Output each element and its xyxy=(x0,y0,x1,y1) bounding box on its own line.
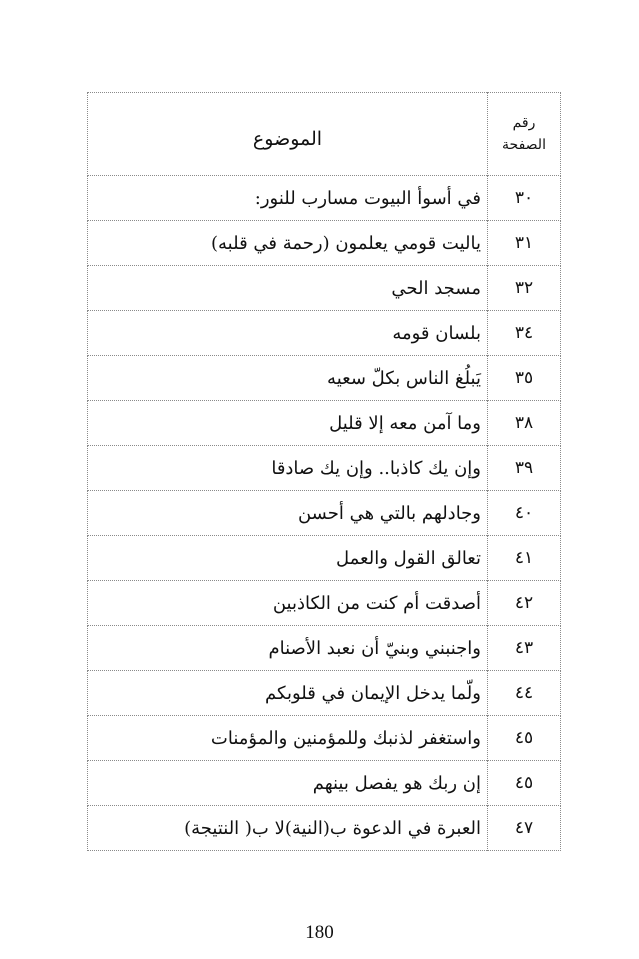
toc-row xyxy=(88,446,561,491)
toc-row xyxy=(88,671,561,716)
toc-table xyxy=(87,92,561,851)
toc-row-topic: في أسوأ البيوت مسارب للنور: xyxy=(88,176,488,221)
toc-row xyxy=(88,491,561,536)
toc-row-page: ٣٩ xyxy=(488,446,561,491)
toc-row-topic: ولّما يدخل الإيمان في قلوبكم xyxy=(88,671,488,716)
toc-row-topic: واجنبني وبنيّ أن نعبد الأصنام xyxy=(88,626,488,671)
toc-row xyxy=(88,356,561,401)
toc-row-page: ٤٧ xyxy=(488,806,561,851)
toc-row-topic: وما آمن معه إلا قليل xyxy=(88,401,488,446)
toc-row-topic: بلسان قومه xyxy=(88,311,488,356)
toc-row-page: ٣١ xyxy=(488,221,561,266)
toc-row-page: ٤٠ xyxy=(488,491,561,536)
toc-row xyxy=(88,266,561,311)
toc-row-page: ٤١ xyxy=(488,536,561,581)
toc-row xyxy=(88,761,561,806)
toc-row-topic: يَبلُغ الناس بكلّ سعيه xyxy=(88,356,488,401)
toc-row-page: ٣٢ xyxy=(488,266,561,311)
toc-row-page: ٣٥ xyxy=(488,356,561,401)
toc-row-topic: أصدقت أم كنت من الكاذبين xyxy=(88,581,488,626)
toc-row xyxy=(88,806,561,851)
toc-row-page: ٣٨ xyxy=(488,401,561,446)
toc-row xyxy=(88,311,561,356)
toc-body xyxy=(88,176,561,851)
toc-row xyxy=(88,536,561,581)
toc-row-topic: وإن يك كاذبا.. وإن يك صادقا xyxy=(88,446,488,491)
toc-row xyxy=(88,581,561,626)
toc-row-page: ٣٠ xyxy=(488,176,561,221)
toc-row-topic: إن ربك هو يفصل بينهم xyxy=(88,761,488,806)
topic-column-header: الموضوع xyxy=(88,93,488,176)
page-number: 180 xyxy=(305,922,334,943)
toc-row xyxy=(88,221,561,266)
toc-row xyxy=(88,176,561,221)
toc-row-topic: ياليت قومي يعلمون (رحمة في قلبه) xyxy=(88,221,488,266)
toc-row-page: ٤٣ xyxy=(488,626,561,671)
toc-row-topic: وجادلهم بالتي هي أحسن xyxy=(88,491,488,536)
toc-row-page: ٤٤ xyxy=(488,671,561,716)
toc-row xyxy=(88,626,561,671)
toc-header-row xyxy=(88,93,561,176)
toc-row-topic: العبرة في الدعوة ب(النية)لا ب( النتيجة) xyxy=(88,806,488,851)
toc-row-page: ٤٥ xyxy=(488,716,561,761)
toc-row-topic: مسجد الحي xyxy=(88,266,488,311)
toc-row-page: ٣٤ xyxy=(488,311,561,356)
page-column-header xyxy=(488,93,561,176)
toc-row-topic: تعالق القول والعمل xyxy=(88,536,488,581)
toc-row-topic: واستغفر لذنبك وللمؤمنين والمؤمنات xyxy=(88,716,488,761)
toc-row xyxy=(88,401,561,446)
toc-row-page: ٤٢ xyxy=(488,581,561,626)
page-header-line1: رقم xyxy=(512,115,536,131)
page-header-line2: الصفحة xyxy=(502,137,546,153)
toc-row-page: ٤٥ xyxy=(488,761,561,806)
toc-row xyxy=(88,716,561,761)
